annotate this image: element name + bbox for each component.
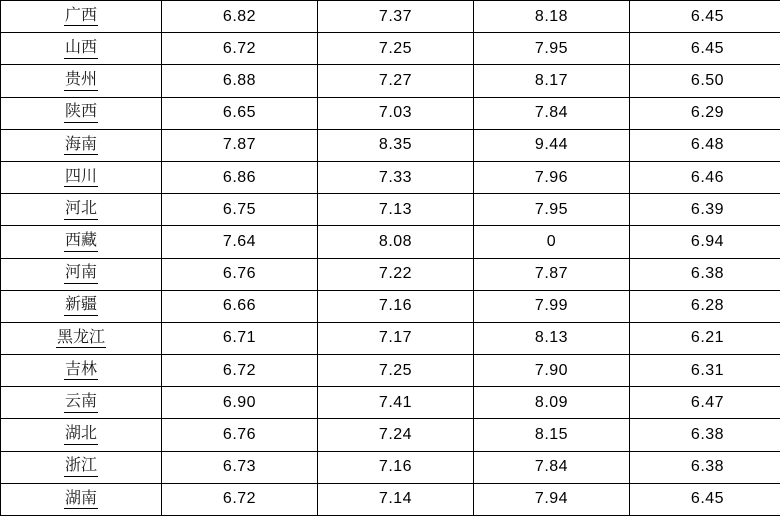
value-cell-3: 8.17 [474, 65, 630, 97]
region-name: 山西 [64, 39, 98, 59]
region-name: 海南 [64, 136, 98, 156]
table-row [1, 97, 780, 129]
region-name: 河南 [64, 264, 98, 284]
value-cell-2: 7.03 [318, 97, 474, 129]
table-row [1, 322, 780, 354]
table-row [1, 258, 780, 290]
value-cell-4: 6.38 [630, 419, 780, 451]
value-cell-3: 8.13 [474, 322, 630, 354]
table-row [1, 1, 780, 33]
region-cell [1, 451, 162, 483]
value-cell-2: 8.08 [318, 226, 474, 258]
region-name: 吉林 [64, 361, 98, 381]
region-cell [1, 194, 162, 226]
value-cell-3: 8.18 [474, 1, 630, 33]
value-cell-3: 8.15 [474, 419, 630, 451]
value-cell-2: 8.35 [318, 129, 474, 161]
value-cell-4: 6.45 [630, 33, 780, 65]
table-row [1, 451, 780, 483]
value-cell-3: 7.84 [474, 97, 630, 129]
region-cell [1, 483, 162, 515]
region-name: 浙江 [64, 457, 98, 477]
region-name: 西藏 [64, 232, 98, 252]
value-cell-4: 6.38 [630, 451, 780, 483]
value-cell-1: 6.72 [162, 33, 318, 65]
value-cell-4: 6.48 [630, 129, 780, 161]
region-cell [1, 322, 162, 354]
value-cell-4: 6.50 [630, 65, 780, 97]
value-cell-2: 7.41 [318, 387, 474, 419]
region-cell [1, 161, 162, 193]
value-cell-1: 6.73 [162, 451, 318, 483]
value-cell-1: 6.72 [162, 355, 318, 387]
value-cell-3: 7.90 [474, 355, 630, 387]
region-cell [1, 1, 162, 33]
value-cell-1: 6.72 [162, 483, 318, 515]
region-name: 湖北 [64, 425, 98, 445]
value-cell-1: 7.64 [162, 226, 318, 258]
value-cell-2: 7.22 [318, 258, 474, 290]
region-cell [1, 33, 162, 65]
value-cell-2: 7.13 [318, 194, 474, 226]
value-cell-1: 7.87 [162, 129, 318, 161]
region-cell [1, 387, 162, 419]
value-cell-4: 6.21 [630, 322, 780, 354]
region-cell [1, 129, 162, 161]
table-row [1, 161, 780, 193]
value-cell-3: 7.99 [474, 290, 630, 322]
table-row [1, 419, 780, 451]
region-cell [1, 97, 162, 129]
value-cell-2: 7.25 [318, 355, 474, 387]
region-cell [1, 355, 162, 387]
value-cell-4: 6.46 [630, 161, 780, 193]
value-cell-3: 7.84 [474, 451, 630, 483]
table-row [1, 355, 780, 387]
value-cell-4: 6.39 [630, 194, 780, 226]
value-cell-4: 6.47 [630, 387, 780, 419]
region-name: 黑龙江 [56, 329, 106, 349]
value-cell-4: 6.45 [630, 483, 780, 515]
region-cell [1, 226, 162, 258]
table-row [1, 290, 780, 322]
table-row [1, 33, 780, 65]
value-cell-1: 6.71 [162, 322, 318, 354]
value-cell-2: 7.33 [318, 161, 474, 193]
value-cell-2: 7.17 [318, 322, 474, 354]
value-cell-2: 7.14 [318, 483, 474, 515]
value-cell-4: 6.29 [630, 97, 780, 129]
region-name: 广西 [64, 7, 98, 27]
value-cell-3: 7.94 [474, 483, 630, 515]
value-cell-3: 7.95 [474, 194, 630, 226]
region-name: 四川 [64, 168, 98, 188]
value-cell-3: 7.95 [474, 33, 630, 65]
value-cell-1: 6.90 [162, 387, 318, 419]
table-row [1, 65, 780, 97]
value-cell-1: 6.88 [162, 65, 318, 97]
value-cell-2: 7.27 [318, 65, 474, 97]
region-cell [1, 419, 162, 451]
region-cell [1, 290, 162, 322]
region-name: 湖南 [64, 490, 98, 510]
table-row [1, 129, 780, 161]
region-cell [1, 65, 162, 97]
region-name: 新疆 [64, 296, 98, 316]
region-name: 河北 [64, 200, 98, 220]
value-cell-2: 7.37 [318, 1, 474, 33]
value-cell-1: 6.65 [162, 97, 318, 129]
region-name: 贵州 [64, 71, 98, 91]
table-body [1, 1, 780, 516]
region-cell [1, 258, 162, 290]
value-cell-2: 7.25 [318, 33, 474, 65]
value-cell-4: 6.94 [630, 226, 780, 258]
value-cell-2: 7.16 [318, 290, 474, 322]
value-cell-1: 6.86 [162, 161, 318, 193]
value-cell-3: 7.96 [474, 161, 630, 193]
value-cell-1: 6.75 [162, 194, 318, 226]
value-cell-1: 6.76 [162, 258, 318, 290]
region-name: 云南 [64, 393, 98, 413]
value-cell-1: 6.82 [162, 1, 318, 33]
value-cell-3: 0 [474, 226, 630, 258]
table-row [1, 387, 780, 419]
value-cell-2: 7.16 [318, 451, 474, 483]
value-cell-4: 6.28 [630, 290, 780, 322]
table-row [1, 194, 780, 226]
value-cell-4: 6.45 [630, 1, 780, 33]
value-cell-1: 6.76 [162, 419, 318, 451]
value-cell-2: 7.24 [318, 419, 474, 451]
value-cell-3: 8.09 [474, 387, 630, 419]
value-cell-3: 7.87 [474, 258, 630, 290]
value-cell-1: 6.66 [162, 290, 318, 322]
value-cell-4: 6.31 [630, 355, 780, 387]
value-cell-4: 6.38 [630, 258, 780, 290]
value-cell-3: 9.44 [474, 129, 630, 161]
table-row [1, 483, 780, 515]
region-name: 陕西 [64, 103, 98, 123]
table-row [1, 226, 780, 258]
